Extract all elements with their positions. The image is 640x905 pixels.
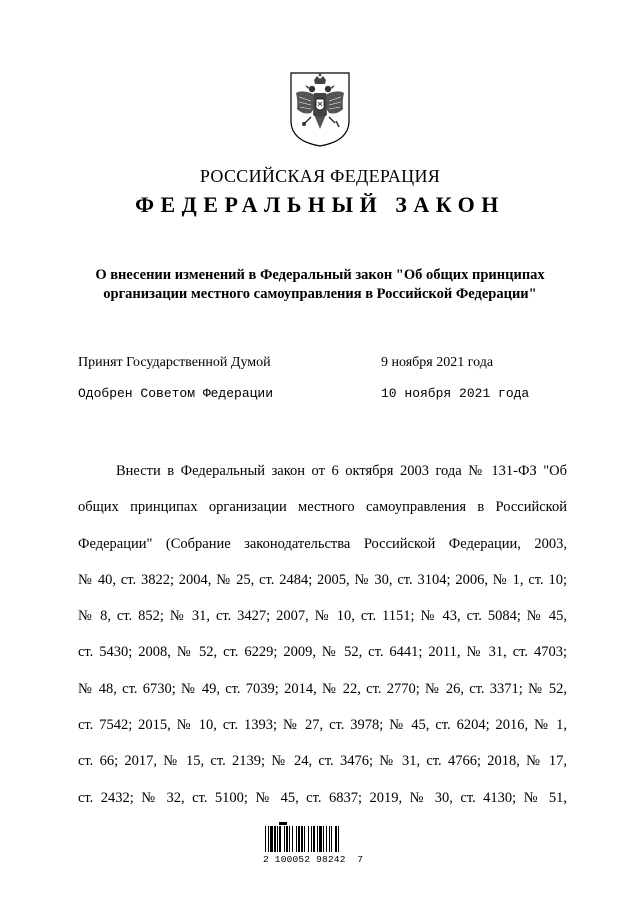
law-title bbox=[60, 266, 580, 304]
barcode-icon bbox=[263, 822, 375, 854]
body-line: общих принципах организации местного самоуправления в Российской bbox=[78, 499, 567, 516]
adoption-duma-date: 9 ноября 2021 года bbox=[381, 355, 494, 370]
body-line: ст. 2432; № 32, ст. 5100; № 45, ст. 6837; 2019, № 30, ст. 4130; № 51, bbox=[78, 789, 567, 806]
body-line: № 48, ст. 6730; № 49, ст. 7039; 2014, № 22, ст. 2770; № 26, ст. 3371; № 52, bbox=[78, 680, 567, 697]
country-name: РОССИЙСКАЯ ФЕДЕРАЦИЯ bbox=[199, 166, 441, 186]
body-line: ст. 66; 2017, № 15, ст. 2139; № 24, ст. 3476; № 31, ст. 4766; 2018, № 17, bbox=[78, 753, 567, 770]
body-line: № 40, ст. 3822; 2004, № 25, ст. 2484; 2005, № 30, ст. 3104; 2006, № 1, ст. 10; bbox=[78, 571, 567, 588]
law-title-line: организации местного самоуправления в Российской Федерации" bbox=[103, 286, 537, 302]
law-title-line: О внесении изменений в Федеральный закон "Об общих принципах bbox=[95, 267, 545, 283]
barcode-number: 2 100052 98242 7 bbox=[263, 854, 364, 865]
coat-of-arms-icon bbox=[289, 71, 351, 148]
body-line: ст. 5430; 2008, № 52, ст. 6229; 2009, № 52, ст. 6441; 2011, № 31, ст. 4703; bbox=[78, 644, 567, 661]
adoption-council-label: Одобрен Советом Федерации bbox=[78, 386, 274, 401]
adoption-council-date: 10 ноября 2021 года bbox=[381, 386, 530, 401]
body-line: ст. 7542; 2015, № 10, ст. 1393; № 27, ст. 3978; № 45, ст. 6204; 2016, № 1, bbox=[78, 717, 567, 734]
body-line: № 8, ст. 852; № 31, ст. 3427; 2007, № 10, ст. 1151; № 43, ст. 5084; № 45, bbox=[78, 608, 567, 625]
adoption-duma-label: Принят Государственной Думой bbox=[78, 355, 271, 370]
body-line: Федерации" (Собрание законодательства Российской Федерации, 2003, bbox=[78, 535, 567, 552]
law-body-text bbox=[78, 453, 567, 816]
body-line: Внести в Федеральный закон от 6 октября 2003 года № 131-ФЗ "Об bbox=[116, 463, 567, 479]
document-type-heading: ФЕДЕРАЛЬНЫЙ ЗАКОН bbox=[135, 192, 505, 217]
